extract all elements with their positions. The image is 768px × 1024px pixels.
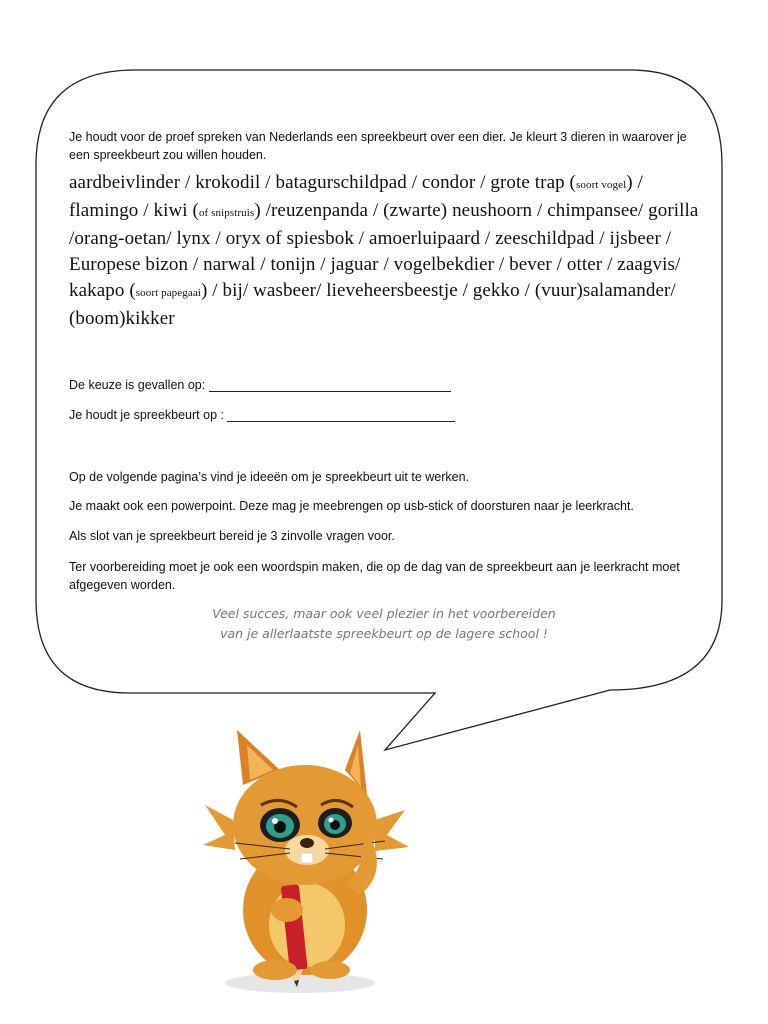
- info-questions: Als slot van je spreekbeurt bereid je 3 zinvolle vragen voor.: [69, 529, 395, 543]
- choice-blank-line[interactable]: [209, 379, 451, 392]
- info-woordspin: Ter voorbereiding moet je ook een woordspin maken, die op de dag van de spreekbeurt aan je leerkracht moet afgegeven worden.: [69, 560, 680, 592]
- squirrel-mascot-icon: [195, 725, 415, 995]
- animal-list-part: ) / flamingo / kiwi (: [69, 172, 643, 221]
- wish-line: Veel succes, maar ook veel plezier in het voorbereiden: [212, 606, 556, 621]
- animal-list-part: ) /reuzenpanda / (zwarte) neushoorn / chimpansee/ gorilla /orang-oetan/ lynx / oryx of spiesbok / amoerluipaard / zeeschildpad / ijsbeer / Europese bizon / narwal / tonijn / jaguar / vogelbekdier / bever / otter / zaagvis/ kakapo (: [69, 200, 699, 301]
- date-field: [69, 408, 455, 422]
- animal-list: [69, 170, 699, 332]
- wish-text: [69, 604, 699, 644]
- choice-label: De keuze is gevallen op:: [69, 378, 206, 392]
- bubble-content: [69, 128, 699, 641]
- choice-field: [69, 378, 451, 392]
- date-blank-line[interactable]: [227, 409, 455, 422]
- animal-note: of snipstruis: [198, 207, 255, 219]
- info-ideas: Op de volgende pagina’s vind je ideeën om je spreekbeurt uit te werken.: [69, 470, 470, 484]
- animal-list-part: aardbeivlinder / krokodil / batagurschildpad / condor / grote trap (: [69, 172, 576, 193]
- animal-list-part: ) / bij/ wasbeer/ lieveheersbeestje / gekko / (vuur)salamander/ (boom)kikker: [69, 280, 676, 329]
- date-label: Je houdt je spreekbeurt op :: [69, 408, 224, 422]
- info-powerpoint: Je maakt ook een powerpoint. Deze mag je meebrengen op usb-stick of doorsturen naar je leerkracht.: [69, 499, 634, 513]
- animal-note: soort papegaai: [135, 287, 201, 299]
- animal-note: soort vogel: [575, 179, 627, 191]
- intro-text: Je houdt voor de proef spreken van Nederlands een spreekbeurt over een dier. Je kleurt 3 dieren in waarover je een spreekbeurt zou willen houden.: [69, 130, 687, 162]
- wish-line: van je allerlaatste spreekbeurt op de lagere school !: [220, 626, 548, 641]
